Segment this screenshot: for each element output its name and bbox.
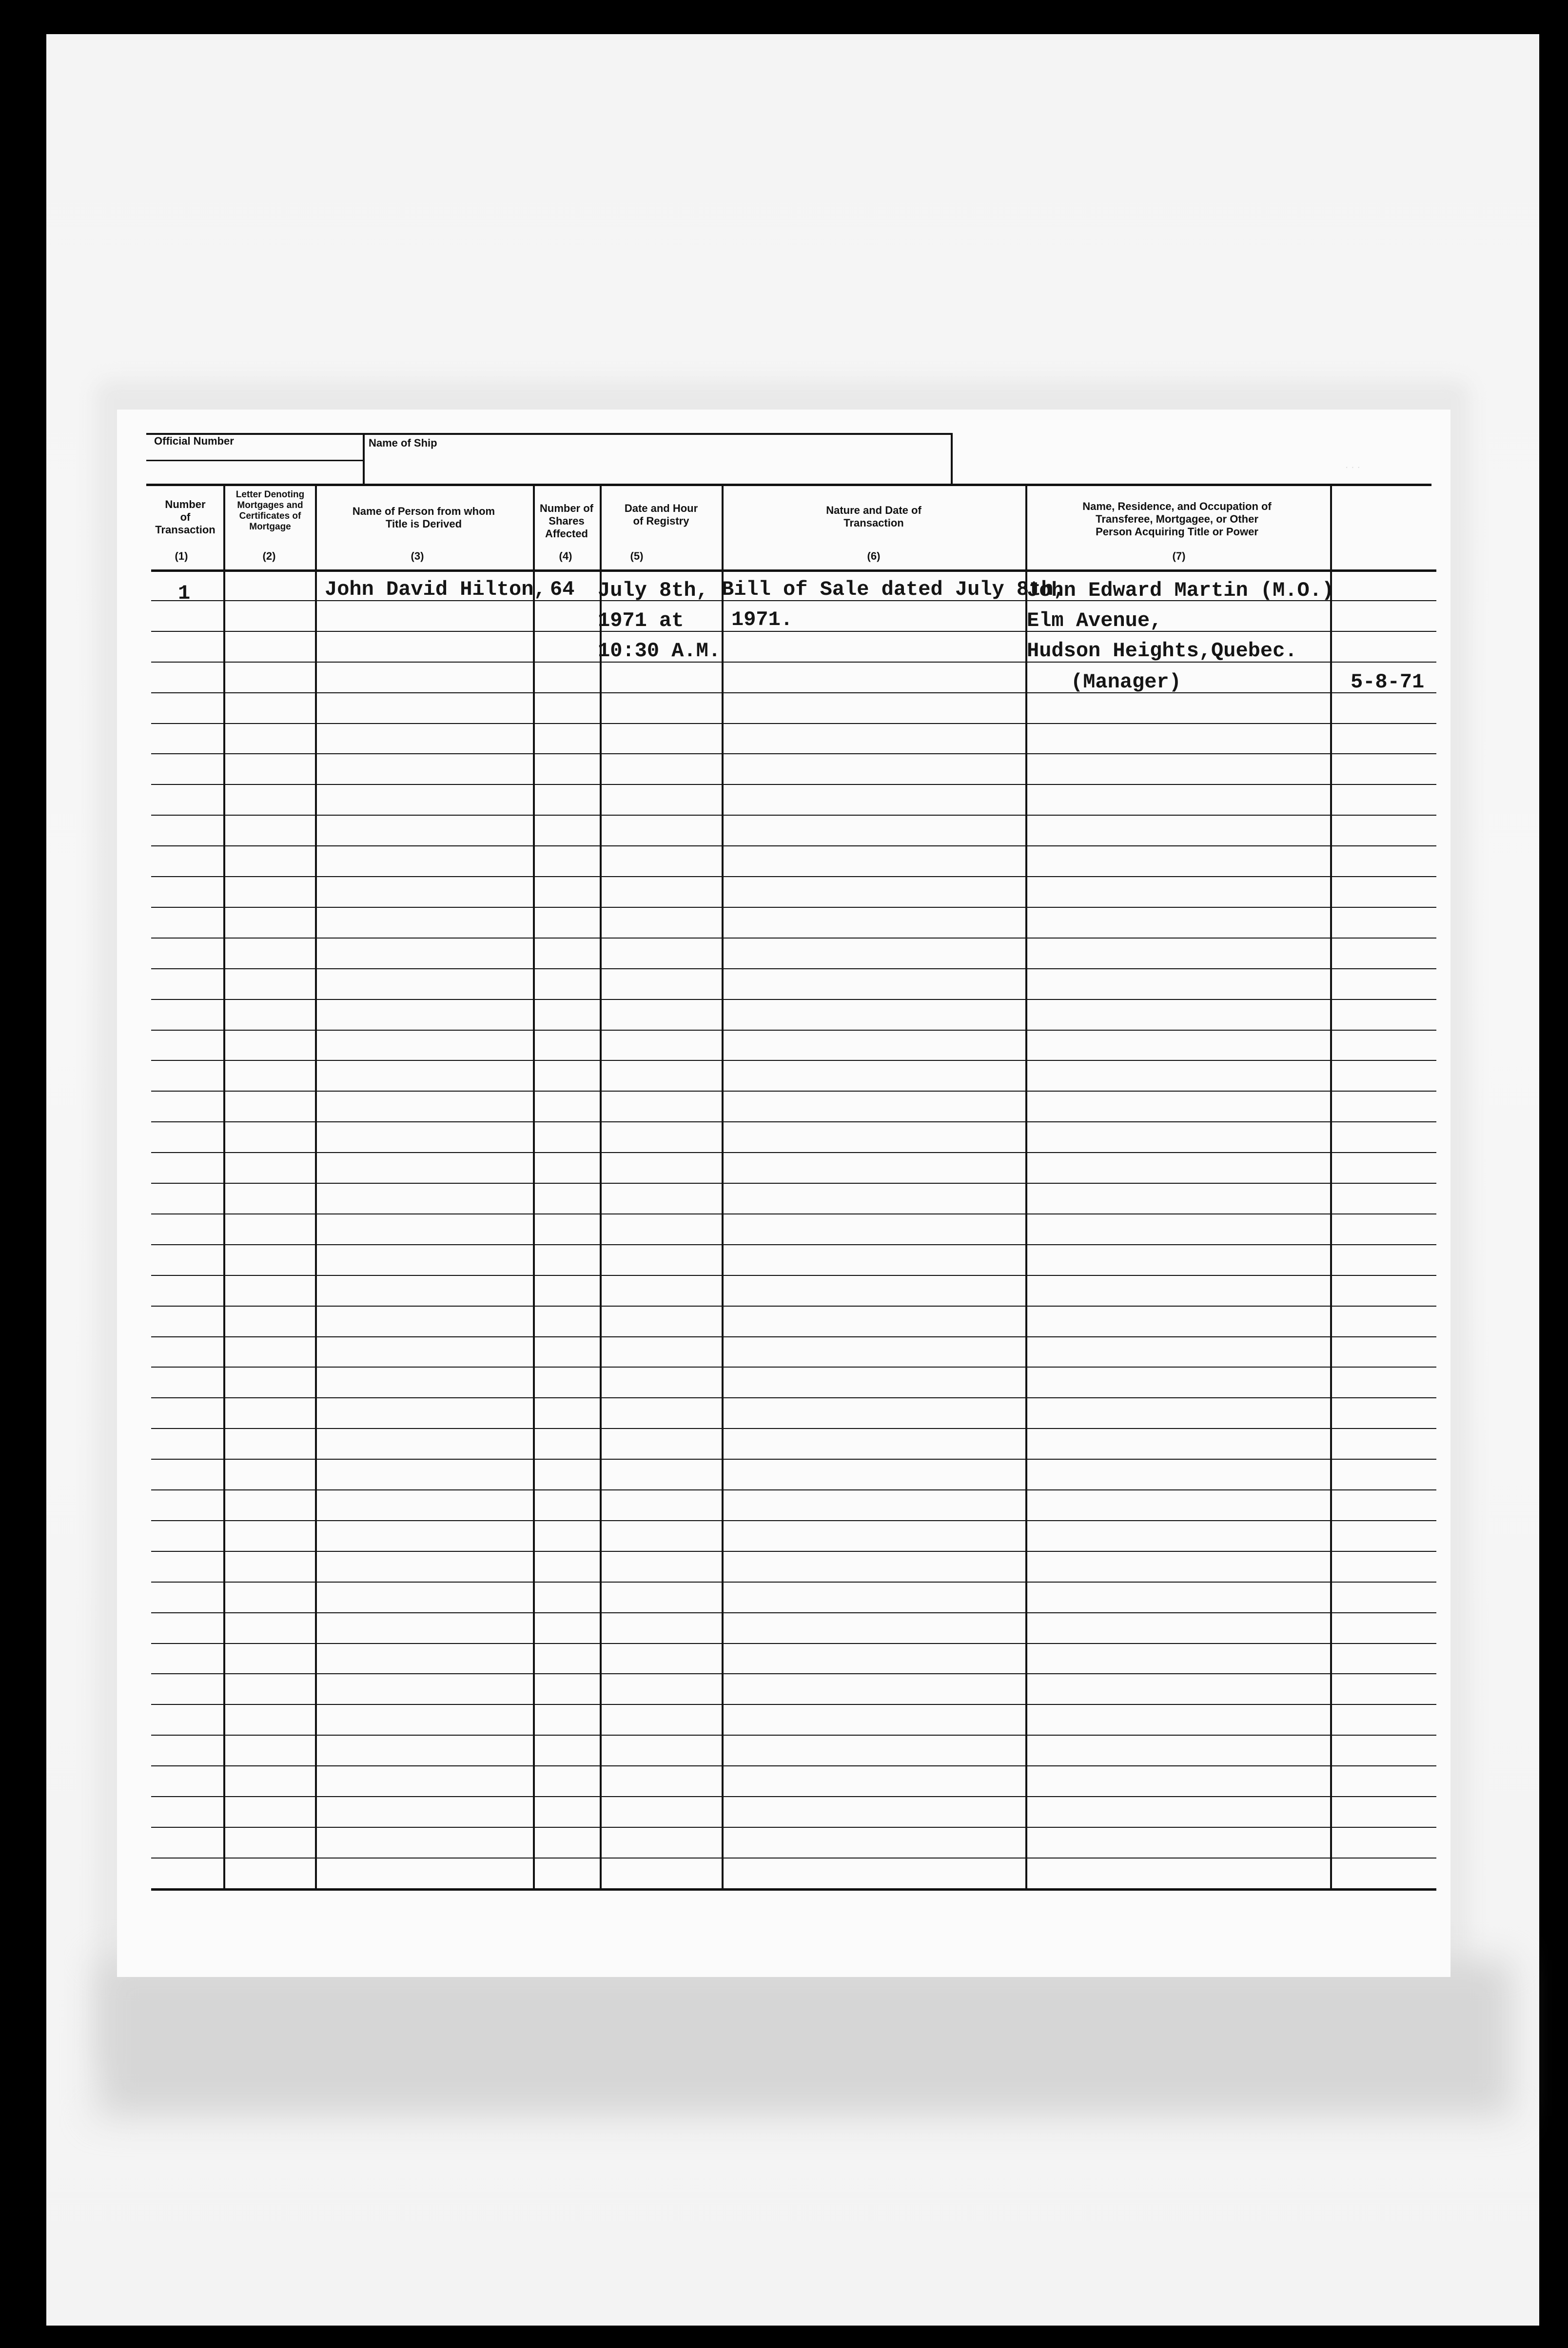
ruled-line (151, 1673, 1436, 1674)
ruled-line (151, 1796, 1436, 1797)
ruled-line (151, 1306, 1436, 1307)
ruled-line (151, 631, 1436, 632)
ruled-line (151, 753, 1436, 754)
entry-registry-line3: 10:30 A.M. (598, 639, 721, 663)
ruled-line (151, 1091, 1436, 1092)
entry-title-derived-from: John David Hilton, (325, 578, 546, 601)
column-header-nature: Nature and Date of Transaction (826, 504, 921, 529)
ruled-line (151, 1428, 1436, 1429)
ruled-line (151, 1121, 1436, 1122)
column-number-6: (6) (867, 550, 881, 562)
official-number-label: Official Number (154, 435, 234, 447)
ruled-line (151, 1459, 1436, 1460)
column-header-transaction-number: Number of Transaction (155, 498, 216, 536)
scan-shading (98, 1960, 1511, 2116)
column-rule-4 (600, 485, 602, 1889)
ruled-line (151, 1858, 1436, 1859)
column-header-title-derived: Name of Person from whom Title is Derived (352, 505, 495, 530)
column-header-registry: Date and Hour of Registry (624, 502, 698, 527)
ruled-line (151, 723, 1436, 724)
column-rule-6 (1025, 485, 1027, 1889)
entry-transferee-line1: John Edward Martin (M.O.) (1027, 579, 1334, 602)
entry-nature-line1: Bill of Sale dated July 8th, (722, 578, 1066, 601)
ruled-line (151, 907, 1436, 908)
column-number-7: (7) (1172, 550, 1186, 562)
column-number-4: (4) (559, 550, 572, 562)
ruled-line (151, 1582, 1436, 1583)
column-rule-5 (722, 485, 724, 1889)
ruled-line (151, 1735, 1436, 1736)
table-bottom-rule (151, 1888, 1436, 1891)
entry-transferee-line2: Elm Avenue, (1027, 609, 1162, 632)
ship-box-right-rule (951, 433, 953, 485)
ruled-line (151, 1765, 1436, 1766)
column-header-shares: Number of Shares Affected (540, 502, 593, 540)
ruled-line (151, 1336, 1436, 1337)
ruled-line (151, 1643, 1436, 1644)
ruled-line (151, 968, 1436, 969)
column-rule-1 (223, 485, 225, 1889)
ruled-line (151, 1612, 1436, 1613)
ruled-line (151, 999, 1436, 1000)
column-header-transferee: Name, Residence, and Occupation of Transferee, Mortgagee, or Other Person Acquiring Title or Power (1082, 500, 1272, 538)
entry-registry-line1: July 8th, (598, 579, 708, 602)
entry-shares: 64 (550, 578, 575, 601)
column-rule-7 (1330, 485, 1332, 1889)
column-number-3: (3) (411, 550, 424, 562)
ruled-line (151, 1489, 1436, 1490)
ruled-line (151, 1551, 1436, 1552)
official-number-bottom-rule (146, 460, 364, 461)
ruled-line (151, 1060, 1436, 1061)
entry-date-note: 5-8-71 (1351, 670, 1425, 694)
column-number-5: (5) (630, 550, 644, 562)
column-rule-2 (315, 485, 317, 1889)
ruled-line (151, 784, 1436, 785)
entry-transferee-line4: (Manager) (1071, 670, 1181, 694)
ruled-line (151, 815, 1436, 816)
faint-pencil-mark: . . . (1346, 458, 1361, 470)
entry-transferee-line3: Hudson Heights,Quebec. (1027, 639, 1297, 663)
column-number-2: (2) (262, 550, 276, 562)
ruled-line (151, 1030, 1436, 1031)
ruled-line (151, 1183, 1436, 1184)
ruled-line (151, 1367, 1436, 1368)
name-of-ship-label: Name of Ship (369, 437, 437, 449)
column-header-mortgage-letter: Letter Denoting Mortgages and Certificates of Mortgage (235, 489, 305, 532)
ruled-line (151, 1244, 1436, 1245)
ruled-line (151, 1275, 1436, 1276)
entry-transaction-number: 1 (178, 582, 191, 605)
column-rule-3 (533, 485, 535, 1889)
ruled-line (151, 1520, 1436, 1521)
ship-box-left-rule (363, 433, 365, 485)
ruled-line (151, 938, 1436, 939)
header-top-rule (146, 433, 952, 435)
entry-registry-line2: 1971 at (598, 609, 684, 632)
ruled-line (151, 1213, 1436, 1214)
ruled-line (151, 876, 1436, 877)
ruled-line (151, 1704, 1436, 1705)
ruled-line (151, 692, 1436, 693)
ruled-line (151, 1827, 1436, 1828)
ruled-line (151, 845, 1436, 846)
column-number-1: (1) (175, 550, 188, 562)
header-bottom-rule (146, 484, 1431, 486)
header-rule-thick (151, 569, 1436, 572)
ruled-line (151, 1397, 1436, 1398)
ruled-line (151, 1152, 1436, 1153)
entry-nature-line2: 1971. (731, 608, 793, 631)
